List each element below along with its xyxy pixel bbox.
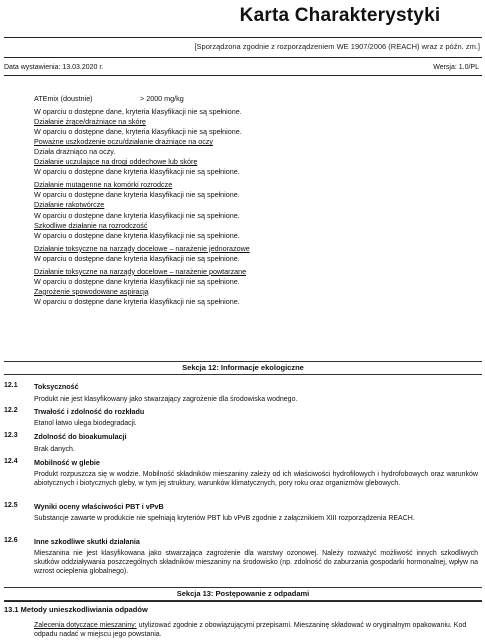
tox-line: W oparciu o dostępne dane kryteria klasyfikacji nie są spełnione.: [34, 190, 240, 200]
tox-line: W oparciu o dostępne dane, kryteria klasyfikacji nie są spełnione.: [34, 107, 242, 117]
tox-heading: Szkodliwe działanie na rozrodczość: [34, 220, 148, 230]
regulation-note: [Sporządzona zgodnie z rozporządzeniem WE 1907/2006 (REACH) wraz z późn. zm.]: [194, 42, 480, 51]
tox-line: W oparciu o dostępne dane kryteria klasyfikacji nie są spełnione.: [34, 296, 240, 306]
item-text: Produkt rozpuszcza się w wodzie. Mobilność składników mieszaniny zależy od ich właściwości hydrofilowych i hydrofobowych oraz warunków abiotycznych i biotycznych gleby, w tym jej struktury, warunków klimatycznych, pory roku oraz organizmów glebowych.: [34, 471, 478, 487]
section-13-divider: [4, 601, 482, 602]
ate-row: [34, 94, 474, 104]
tox-heading: Działanie toksyczne na narządy docelowe – narażenie powtarzane: [34, 266, 247, 276]
item-text: Brak danych.: [34, 446, 75, 453]
toxicology-block: [34, 94, 474, 307]
item-text: Substancje zawarte w produkcie nie spełniają kryteriów PBT lub vPvB zgodnie z załącznikiem XIII rozporządzenia REACH.: [34, 515, 415, 522]
item-number: 12.4: [4, 458, 18, 465]
tox-line: W oparciu o dostępne dane kryteria klasyfikacji nie są spełnione.: [34, 210, 240, 220]
item-title: Wyniki oceny właściwości PBT i vPvB: [34, 502, 164, 511]
tox-line: W oparciu o dostępne dane, kryteria klasyfikacji nie są spełnione.: [34, 127, 242, 137]
tox-line: W oparciu o dostępne dane kryteria klasyfikacji nie są spełnione.: [34, 167, 240, 177]
tox-heading: Działanie rakotwórcze: [34, 200, 105, 210]
tox-heading: Działanie uczulające na drogi oddechowe lub skórę: [34, 157, 198, 167]
recommendation-label: Zalecenia dotyczące mieszaniny:: [34, 622, 137, 629]
tox-heading: Poważne uszkodzenie oczu/działanie drażniące na oczy: [34, 137, 213, 147]
version-label: Wersja: 1.0/PL: [433, 64, 479, 71]
item-number: 12.3: [4, 432, 18, 439]
tox-heading: Działanie mutagenne na komórki rozrodcze: [34, 180, 173, 190]
disposal-recommendation: [34, 622, 478, 640]
recommendation-text: utylizować zgodnie z obowiązującymi przepisami. Mieszaninę składować w oryginalnym opakowaniu. Kod odpadu nadać w miejscu jego powstania.: [34, 622, 467, 638]
section-12-header: Sekcja 12: Informacje ekologiczne: [4, 361, 482, 375]
item-number: 12.2: [4, 407, 18, 414]
tox-line: W oparciu o dostępne dane kryteria klasyfikacji nie są spełnione.: [34, 253, 240, 263]
item-title: Trwałość i zdolność do rozkładu: [34, 407, 145, 416]
item-title: Toksyczność: [34, 382, 79, 391]
tox-line: W oparciu o dostępne dane kryteria klasyfikacji nie są spełnione.: [34, 230, 240, 240]
item-text: Etanol łatwo ulega biodegradacji.: [34, 420, 137, 427]
item-title: Zdolność do bioakumulacji: [34, 432, 127, 441]
tox-heading: Działanie toksyczne na narządy docelowe – narażenie jednorazowe: [34, 243, 250, 253]
item-number: 12.5: [4, 502, 18, 509]
item-title: Mobilność w glebie: [34, 458, 100, 467]
subsection-title: 13.1 Metody unieszkodliwiania odpadów: [4, 605, 148, 614]
ate-value: > 2000 mg/kg: [140, 94, 184, 103]
tox-heading: Działanie żrące/drażniące na skórę: [34, 117, 146, 127]
item-title: Inne szkodliwe skutki działania: [34, 537, 140, 546]
item-number: 12.6: [4, 537, 18, 544]
item-text: Produkt nie jest klasyfikowany jako stwarzający zagrożenie dla środowiska wodnego.: [34, 396, 298, 403]
ate-label: ATEmix (doustnie): [34, 94, 93, 103]
section-13-header: Sekcja 13: Postępowanie z odpadami: [4, 587, 482, 601]
issue-date: Data wystawienia: 13.03.2020 r.: [4, 64, 104, 71]
item-text: Mieszanina nie jest klasyfikowana jako stwarzająca zagrożenie dla warstwy ozonowej. Należy rozważyć możliwość innych szkodliwych skutków oddziaływania poszczególnych składników mieszaniny na środowisko (np. zdolność do zaburzania gospodarki hormonalnej, wpływ na wzrost ocieplenia globalnego).: [34, 550, 478, 575]
header-divider: [4, 57, 482, 58]
document-title: Karta Charakterystyki: [239, 5, 441, 26]
title-divider: [4, 37, 482, 38]
item-number: 12.1: [4, 382, 18, 389]
tox-line: W oparciu o dostępne dane kryteria klasyfikacji nie są spełnione.: [34, 276, 240, 286]
meta-divider: [4, 75, 482, 76]
tox-heading: Zagrożenie spowodowane aspiracją: [34, 286, 149, 296]
tox-line: Działa drażniąco na oczy.: [34, 147, 116, 157]
